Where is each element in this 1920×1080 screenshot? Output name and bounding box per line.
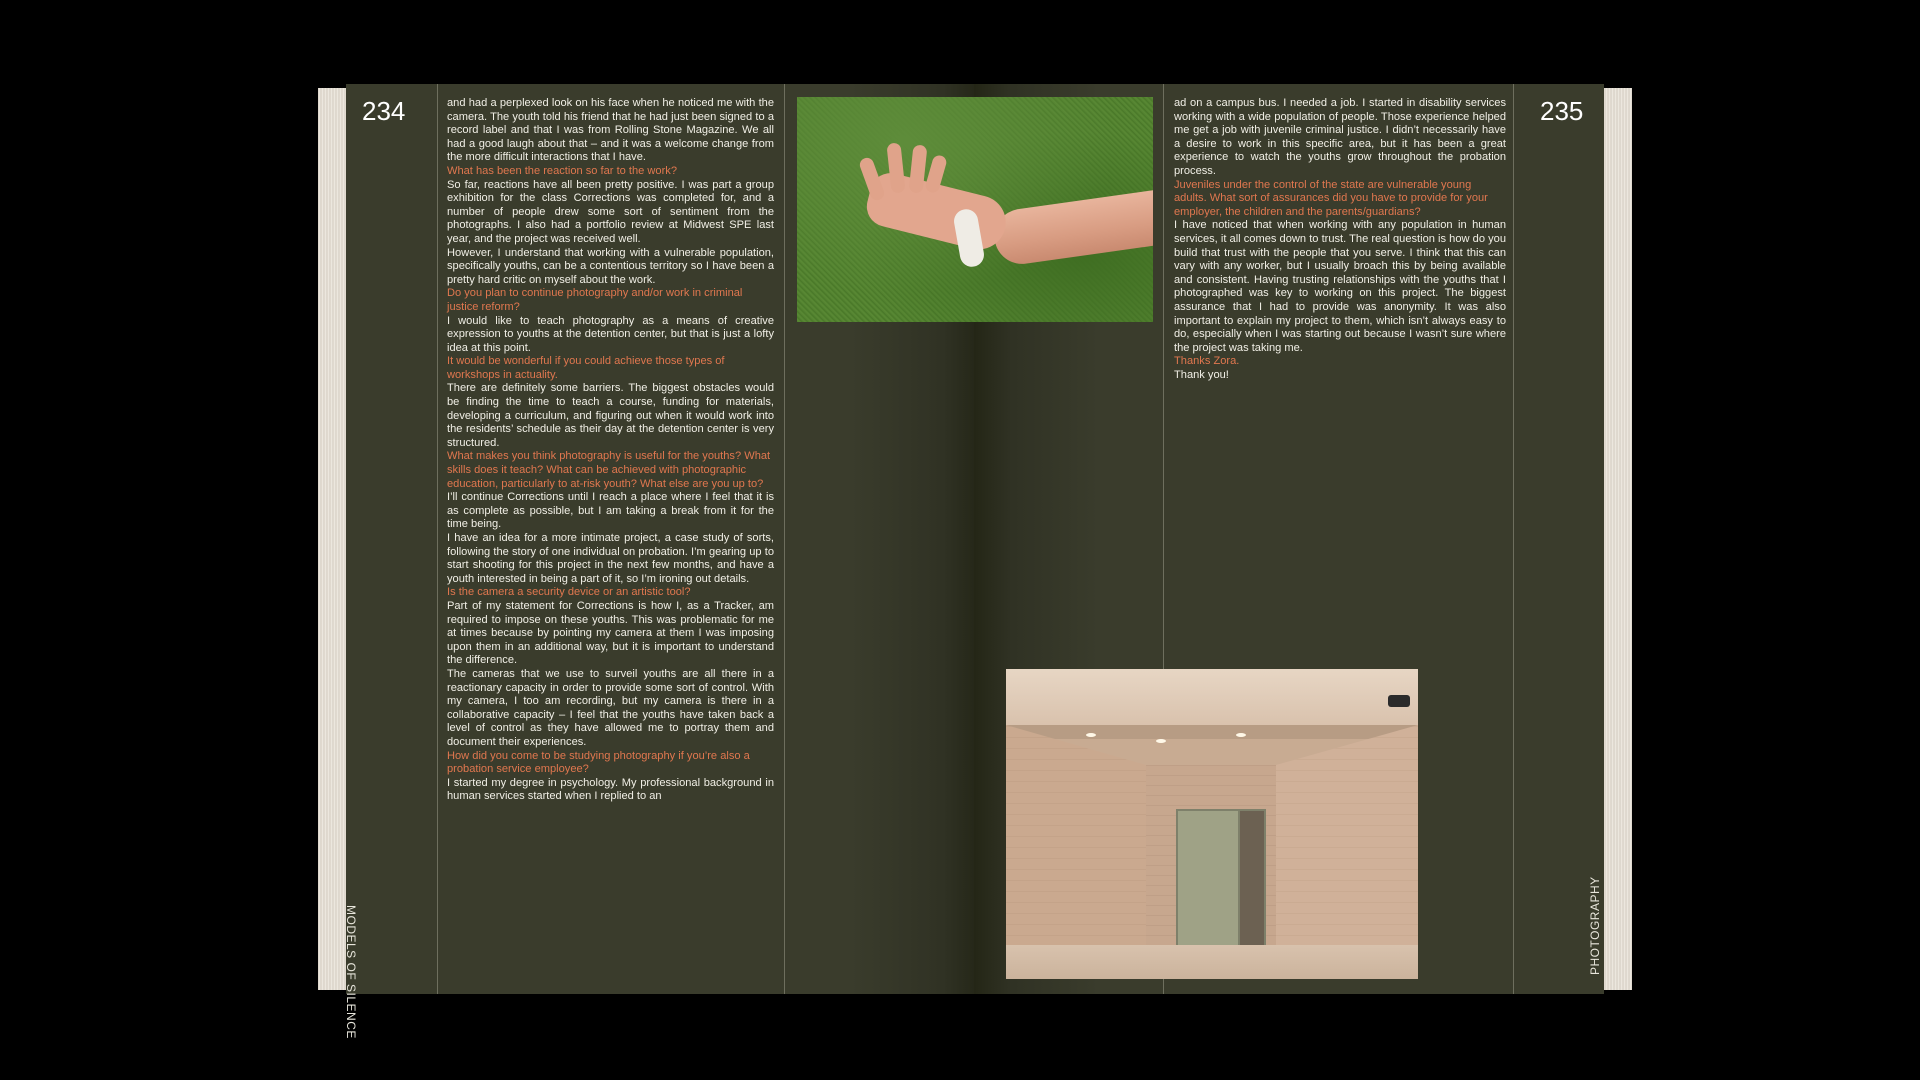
interview-answer: I have noticed that when working with any population in human services, it all comes down to trust. The real question is how do you build that trust with the people that you serve. I think that this can vary with any worker, but I usually broach this by being available and consistent. Having trusting relationships with the youths that I photographed was key to working on this project. The biggest assurance that I had to provide was anonymity. It was also important to explain my project to them, which isn’t always easy to do, especially when I was starting out because I wasn’t sure where the project was taking me. [1174,219,1506,354]
interview-answer: There are definitely some barriers. The biggest obstacles would be finding the time to teach a course, funding for materials, developing a curriculum, and figuring out when it would work into the residents’ schedule as their day at the detention center is very structured. [447,382,774,449]
arm-on-grass-photo [797,97,1153,322]
page-number-right: 235 [1540,96,1584,126]
right-text-column [1174,97,1506,382]
ceiling-shape [1006,669,1418,725]
interview-answer: ad on a campus bus. I needed a job. I started in disability services working with a wide population of people. Those experience helped me get a job with juvenile criminal justice. I didn’t necessarily have a desire to work in this specific area, but it has been a great experience to watch the youths grow throughout the probation process. [1174,97,1506,177]
interview-question: Do you plan to continue photography and/or work in criminal justice reform? [447,287,743,313]
running-head-right: PHOTOGRAPHY [1588,876,1602,975]
interview-answer: I would like to teach photography as a means of creative expression to youths at the detention center, but that is just a lofty idea at this point. [447,314,774,354]
right-page-edges [1602,88,1632,990]
security-camera-shape [1388,695,1410,707]
left-page-edges [318,88,348,990]
interview-question: What has been the reaction so far to the work? [447,164,678,177]
ceiling-light [1156,739,1166,743]
interview-question: What makes you think photography is useful for the youths? What skills does it teach? What can be achieved with photographic education, particularly to at-risk youth? What else are you up to? [447,450,771,490]
interview-answer: So far, reactions have all been pretty positive. I was part a group exhibition for the class Corrections was completed for, and a number of people drew some sort of sentiment from the photographs. I also had a portfolio review at Midwest SPE last year, and the project was received well. [447,178,774,245]
interview-answer: The cameras that we use to surveil youths are all there in a reactionary capacity in order to provide some sort of control. With my camera, I too am recording, but my camera is there in a collaborative capacity – I feel that the youths have taken back a level of control as they have allowed me to portray them and document their experiences. [447,667,774,748]
interview-answer: I have an idea for a more intimate project, a case study of sorts, following the story of one individual on probation. I’m gearing up to start shooting for this project in the next few months, and have a youth interested in being a part of it, so I’m ironing out details. [447,532,774,585]
interview-answer: I started my degree in psychology. My professional background in human services started when I replied to an [447,776,774,803]
interview-question: It would be wonderful if you could achieve those types of workshops in actuality. [447,355,725,381]
left-text-column [447,97,774,804]
ceiling-light [1086,733,1096,737]
soffit-shape [1006,725,1418,739]
arm-shape [991,162,1153,268]
interview-question: Juveniles under the control of the state are vulnerable young adults. What sort of assurances did you have to provide for your employer, the children and the parents/guardians? [1174,178,1488,218]
left-margin-rule [437,84,438,994]
side-door-shape [1238,809,1266,949]
right-margin-rule [1513,84,1514,994]
interview-answer: I’ll continue Corrections until I reach a place where I feel that it is as complete as possible, but I am taking a break from it for the time being. [447,491,774,531]
floor-shape [1006,945,1418,979]
interview-answer: However, I understand that working with a vulnerable population, specifically youths, can be a contentious territory so I have been a pretty hard critic on myself about the work. [447,246,774,286]
right-wall-shape [1276,725,1418,979]
building-entrance-photo [1006,669,1418,979]
interview-question: Thanks Zora. [1174,355,1240,368]
interview-answer: Thank you! [1174,368,1229,381]
interview-answer: Part of my statement for Corrections is how I, as a Tracker, am required to impose on these youths. This was problematic for me at times because by pointing my camera at them I was imposing upon them in an additional way, but it is important to understand the difference. [447,599,774,667]
left-wall-shape [1006,725,1146,979]
ceiling-light [1236,733,1246,737]
interview-question: How did you come to be studying photography if you’re also a probation service employee? [447,749,750,776]
running-head-left: MODELS OF SILENCE [344,905,358,1039]
door-shape [1176,809,1240,949]
interview-answer: and had a perplexed look on his face when he noticed me with the camera. The youth told his friend that he had just been signed to a record label and that I was from Rolling Stone Magazine. We all had a good laugh about that – and it was a welcome change from the more difficult interactions that I have. [447,97,774,164]
interview-question: Is the camera a security device or an artistic tool? [447,586,691,599]
left-gutter-rule [784,84,785,994]
page-number-left: 234 [362,96,406,126]
